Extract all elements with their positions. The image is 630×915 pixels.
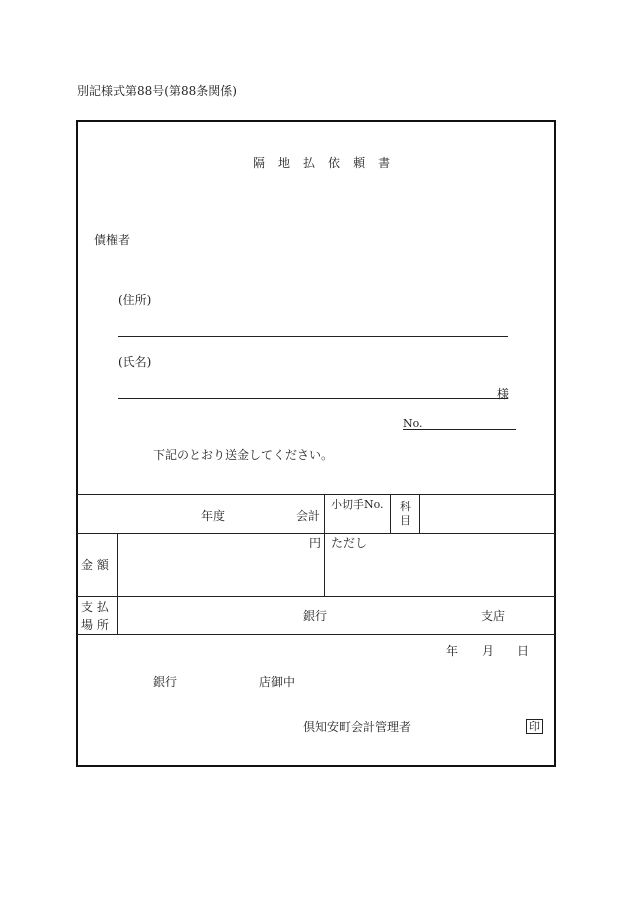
form-frame bbox=[76, 120, 556, 767]
table-bottom-border bbox=[77, 634, 555, 635]
payment-place-label-bottom: 場 所 bbox=[81, 618, 109, 632]
footer-bank-label: 銀行 bbox=[153, 675, 178, 689]
table-top-border bbox=[77, 494, 555, 495]
table-col-border bbox=[390, 494, 391, 533]
payment-place-label-top: 支 払 bbox=[81, 600, 109, 614]
table-col-border bbox=[419, 494, 420, 533]
subject-label-top: 科 bbox=[400, 500, 411, 513]
table-col-border bbox=[117, 533, 118, 634]
title-char: 依 bbox=[328, 156, 341, 170]
account-label: 会計 bbox=[296, 509, 321, 523]
table-col-border bbox=[324, 494, 325, 596]
address-label: (住所) bbox=[118, 293, 152, 307]
amount-field[interactable] bbox=[122, 538, 320, 592]
proviso-label: ただし bbox=[331, 536, 368, 550]
request-text: 下記のとおり送金してください。 bbox=[153, 448, 334, 462]
number-line[interactable] bbox=[403, 429, 516, 430]
amount-label: 金 額 bbox=[81, 558, 109, 572]
bank-label: 銀行 bbox=[303, 609, 328, 623]
fiscal-year-label: 年度 bbox=[201, 509, 226, 523]
honorific: 様 bbox=[497, 387, 510, 401]
title-char: 隔 bbox=[253, 156, 266, 170]
form-reference: 別記様式第88号(第88条関係) bbox=[77, 84, 237, 98]
date-year-label: 年 bbox=[446, 644, 459, 658]
table-row-border bbox=[77, 533, 555, 534]
address-line[interactable] bbox=[118, 336, 508, 337]
issuer-label: 倶知安町会計管理者 bbox=[303, 720, 412, 734]
number-label: No. bbox=[403, 417, 423, 430]
name-line[interactable] bbox=[118, 398, 508, 399]
title-char: 書 bbox=[378, 156, 391, 170]
table-row-border bbox=[77, 596, 555, 597]
yen-label: 円 bbox=[309, 536, 322, 550]
footer-branch-attention: 店御中 bbox=[259, 675, 296, 689]
check-number-label: 小切手No. bbox=[331, 498, 384, 511]
seal-mark: 印 bbox=[526, 719, 543, 734]
subject-field[interactable] bbox=[424, 500, 552, 530]
creditor-label: 債権者 bbox=[94, 233, 131, 247]
form-title bbox=[253, 157, 403, 169]
title-char: 地 bbox=[278, 156, 291, 170]
name-label: (氏名) bbox=[118, 355, 152, 369]
date-month-label: 月 bbox=[482, 644, 495, 658]
branch-label: 支店 bbox=[481, 609, 506, 623]
date-day-label: 日 bbox=[517, 644, 530, 658]
title-char: 払 bbox=[303, 156, 316, 170]
subject-label-bottom: 目 bbox=[400, 514, 411, 527]
title-char: 頼 bbox=[353, 156, 366, 170]
